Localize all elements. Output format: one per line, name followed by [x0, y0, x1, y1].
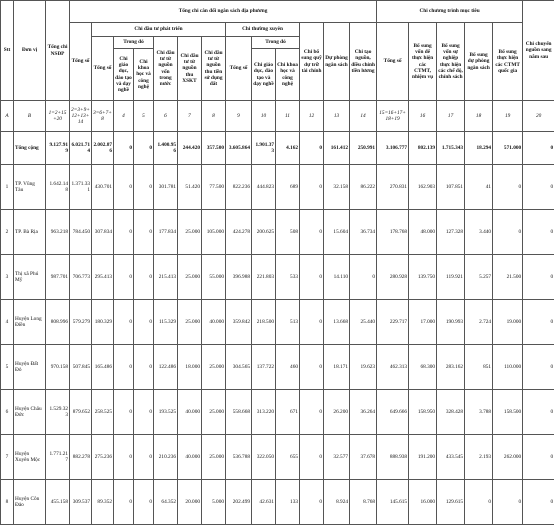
index-cell: 1=2+15+20: [46, 101, 70, 132]
index-cell: 8: [202, 101, 226, 132]
total-row: [1, 132, 554, 165]
row-value-cell: 706.773: [70, 255, 92, 300]
table-row: [1, 345, 554, 390]
row-value-cell: 802.139: [409, 132, 437, 165]
header-chi-chuong-trinh-muc-tieu: Chi chương trình mục tiêu: [377, 1, 523, 23]
row-value-cell: 9.127.919: [46, 132, 70, 165]
row-value-cell: 180.329: [92, 300, 114, 345]
header-tong-chi-can-doi: Tổng chi cân đối ngân sách địa phương: [70, 1, 377, 23]
header-chi-dt-xskt: Chi đầu tư từ nguồn thu XSKT: [178, 37, 202, 101]
row-stt-cell: [1, 132, 14, 165]
row-stt-cell: 4: [1, 300, 14, 345]
row-value-cell: 0: [300, 255, 324, 300]
row-value-cell: 0: [134, 345, 154, 390]
header-chi-chuyen-nguon: Chi chuyển nguồn sang năm sau: [523, 1, 554, 101]
row-value-cell: 3.440: [465, 210, 493, 255]
row-value-cell: 460: [276, 345, 300, 390]
row-value-cell: 309.537: [70, 480, 92, 525]
row-value-cell: 0: [114, 210, 134, 255]
row-value-cell: 17.000: [409, 300, 437, 345]
row-value-cell: 162.903: [409, 165, 437, 210]
row-value-cell: 0: [114, 345, 134, 390]
table-row: [1, 390, 554, 435]
row-value-cell: 25.000: [202, 345, 226, 390]
row-value-cell: 3.605.864: [226, 132, 252, 165]
column-index-row: [1, 101, 554, 132]
row-value-cell: 304.565: [226, 345, 252, 390]
row-value-cell: 250.991: [350, 132, 377, 165]
row-value-cell: 0: [134, 480, 154, 525]
index-cell: 15=16+17+18+19: [377, 101, 409, 132]
row-value-cell: 0: [134, 132, 154, 165]
row-value-cell: 26.200: [324, 390, 350, 435]
row-stt-cell: 7: [1, 435, 14, 480]
row-value-cell: 322.050: [252, 435, 276, 480]
row-value-cell: 107.851: [437, 165, 465, 210]
header-chi-dau-tu-phat-trien: Chi đầu tư phát triển: [92, 23, 226, 37]
row-value-cell: 18.171: [324, 345, 350, 390]
row-value-cell: 119.921: [437, 255, 465, 300]
row-value-cell: 671: [276, 390, 300, 435]
row-value-cell: 882.278: [70, 435, 92, 480]
row-value-cell: 0: [114, 390, 134, 435]
row-value-cell: 1.400.956: [154, 132, 178, 165]
row-value-cell: 0: [134, 300, 154, 345]
row-value-cell: 0: [300, 390, 324, 435]
row-value-cell: 1.771.217: [46, 435, 70, 480]
row-value-cell: 258.525: [92, 390, 114, 435]
row-value-cell: 20.000: [178, 480, 202, 525]
header-bo-sung-von-su-nghiep: Bổ sung vốn sự nghiệp thực hiện các chế độ, chính sách: [437, 23, 465, 101]
header-chi-dt-von-trong-nuoc: Chi đầu tư từ nguồn vốn trong nước: [154, 37, 178, 101]
index-cell: 12: [300, 101, 324, 132]
row-value-cell: 1.642.148: [46, 165, 70, 210]
header-bo-sung-ctmt-quoc-gia: Bổ sung thực hiện các CTMT quốc gia: [493, 23, 523, 101]
row-value-cell: 48.000: [409, 210, 437, 255]
row-value-cell: 0: [350, 255, 377, 300]
header-khcn-dtpt: Chi khoa học và công nghệ: [134, 49, 154, 101]
row-value-cell: 0: [114, 435, 134, 480]
header-bo-sung-du-phong: Bổ sung dự phòng ngân sách: [465, 23, 493, 101]
row-value-cell: 0: [114, 300, 134, 345]
row-unit-name-cell: Huyện Đất Đỏ: [14, 345, 46, 390]
row-value-cell: 139.750: [409, 255, 437, 300]
row-value-cell: 0: [134, 165, 154, 210]
row-value-cell: 32.158: [324, 165, 350, 210]
row-unit-name-cell: TP. Bà Rịa: [14, 210, 46, 255]
row-value-cell: 221.803: [252, 255, 276, 300]
header-tong-chi-nsdp: Tổng chi NSĐP: [46, 1, 70, 101]
row-value-cell: 0: [523, 210, 554, 255]
index-cell: 7: [178, 101, 202, 132]
row-value-cell: 1.371.331: [70, 165, 92, 210]
header-chi-tao-nguon: Chi tạo nguồn, điều chỉnh tiền lương: [350, 23, 377, 101]
row-unit-name-cell: Tổng cộng: [14, 132, 46, 165]
row-value-cell: 14.110: [324, 255, 350, 300]
row-value-cell: 649.666: [377, 390, 409, 435]
row-value-cell: 0: [134, 255, 154, 300]
row-value-cell: 2.724: [465, 300, 493, 345]
index-cell: 10: [252, 101, 276, 132]
row-value-cell: 0: [523, 165, 554, 210]
row-value-cell: 0: [114, 132, 134, 165]
row-value-cell: 822.236: [226, 165, 252, 210]
row-value-cell: 18.294: [465, 132, 493, 165]
row-value-cell: 127.328: [437, 210, 465, 255]
header-tong-so-dtpt: Tổng số: [92, 37, 114, 101]
row-value-cell: 328.428: [437, 390, 465, 435]
row-value-cell: 41: [465, 165, 493, 210]
row-value-cell: 0: [523, 300, 554, 345]
row-value-cell: 307.834: [92, 210, 114, 255]
row-value-cell: 105.000: [202, 210, 226, 255]
row-value-cell: 68.300: [409, 345, 437, 390]
index-cell: 16: [409, 101, 437, 132]
row-value-cell: 3.106.777: [377, 132, 409, 165]
row-value-cell: 3.788: [465, 390, 493, 435]
row-value-cell: 513: [276, 300, 300, 345]
row-value-cell: 558.668: [226, 390, 252, 435]
row-value-cell: 190.993: [437, 300, 465, 345]
table-row: [1, 165, 554, 210]
row-value-cell: 0: [300, 480, 324, 525]
header-khcn-tx: Chi khoa học và công nghệ: [276, 49, 300, 101]
row-value-cell: 36.734: [350, 210, 377, 255]
index-cell: B: [14, 101, 46, 132]
row-unit-name-cell: Huyện Xuyên Mộc: [14, 435, 46, 480]
index-cell: 14: [350, 101, 377, 132]
row-value-cell: 987.701: [46, 255, 70, 300]
row-value-cell: 0: [523, 435, 554, 480]
row-value-cell: 359.842: [226, 300, 252, 345]
row-value-cell: 244.420: [178, 132, 202, 165]
row-value-cell: 55.000: [202, 255, 226, 300]
row-value-cell: 0: [300, 210, 324, 255]
row-value-cell: 313.220: [252, 390, 276, 435]
row-value-cell: 462.313: [377, 345, 409, 390]
row-value-cell: 430.701: [92, 165, 114, 210]
row-value-cell: 0: [523, 390, 554, 435]
row-unit-name-cell: Huyện Long Điền: [14, 300, 46, 345]
index-cell: 6: [154, 101, 178, 132]
row-value-cell: 579.279: [70, 300, 92, 345]
row-value-cell: 262.000: [493, 435, 523, 480]
row-value-cell: 32.577: [324, 435, 350, 480]
row-value-cell: 508: [276, 210, 300, 255]
header-chi-thuong-xuyen: Chi thường xuyên: [226, 23, 300, 37]
row-value-cell: 280.928: [377, 255, 409, 300]
row-value-cell: 301.781: [154, 165, 178, 210]
row-value-cell: 357.500: [202, 132, 226, 165]
row-value-cell: 110.000: [493, 345, 523, 390]
row-value-cell: 202.499: [226, 480, 252, 525]
row-value-cell: 145.615: [377, 480, 409, 525]
row-value-cell: 433.545: [437, 435, 465, 480]
row-value-cell: 158.500: [493, 390, 523, 435]
row-value-cell: 963.218: [46, 210, 70, 255]
row-value-cell: 1.901.373: [252, 132, 276, 165]
row-value-cell: 0: [523, 480, 554, 525]
row-value-cell: 444.823: [252, 165, 276, 210]
row-value-cell: 5.257: [465, 255, 493, 300]
row-value-cell: 270.831: [377, 165, 409, 210]
row-value-cell: 0: [493, 480, 523, 525]
row-value-cell: 0: [134, 390, 154, 435]
row-value-cell: 193.525: [154, 390, 178, 435]
index-cell: 9: [226, 101, 252, 132]
index-cell: 18: [465, 101, 493, 132]
row-value-cell: 0: [114, 480, 134, 525]
row-value-cell: 0: [493, 165, 523, 210]
table-row: [1, 255, 554, 300]
row-value-cell: 122.486: [154, 345, 178, 390]
row-value-cell: 42.631: [252, 480, 276, 525]
row-value-cell: 129.615: [437, 480, 465, 525]
row-value-cell: 218.500: [252, 300, 276, 345]
header-don-vi: Đơn vị: [14, 1, 46, 101]
row-value-cell: 40.000: [178, 390, 202, 435]
row-value-cell: 879.652: [70, 390, 92, 435]
row-value-cell: 0: [523, 345, 554, 390]
header-chi-dt-su-dung-dat: Chi đầu tư từ nguồn thu tiền sử dụng đất: [202, 37, 226, 101]
header-tong-so-ctmt: Tổng số: [377, 23, 409, 101]
index-cell: 19: [493, 101, 523, 132]
row-value-cell: 133: [276, 480, 300, 525]
row-value-cell: 64.352: [154, 480, 178, 525]
row-unit-name-cell: TP. Vũng Tàu: [14, 165, 46, 210]
header-stt: Stt: [1, 1, 14, 101]
row-value-cell: 571.000: [493, 132, 523, 165]
row-value-cell: 25.000: [202, 435, 226, 480]
row-value-cell: 21.500: [493, 255, 523, 300]
row-value-cell: 51.420: [178, 165, 202, 210]
row-stt-cell: 1: [1, 165, 14, 210]
row-value-cell: 283.162: [437, 345, 465, 390]
row-value-cell: 115.329: [154, 300, 178, 345]
row-value-cell: 2.193: [465, 435, 493, 480]
row-value-cell: 851: [465, 345, 493, 390]
row-value-cell: 177.834: [154, 210, 178, 255]
row-value-cell: 2.002.876: [92, 132, 114, 165]
row-value-cell: 25.440: [350, 300, 377, 345]
row-value-cell: 1.529.323: [46, 390, 70, 435]
row-value-cell: 0: [300, 435, 324, 480]
row-value-cell: 18.000: [178, 345, 202, 390]
row-value-cell: 536.788: [226, 435, 252, 480]
row-value-cell: 25.000: [178, 255, 202, 300]
row-value-cell: 5.000: [202, 480, 226, 525]
row-value-cell: 4.162: [276, 132, 300, 165]
row-value-cell: 275.236: [92, 435, 114, 480]
row-value-cell: 25.000: [178, 210, 202, 255]
row-value-cell: 295.413: [92, 255, 114, 300]
row-value-cell: 396.988: [226, 255, 252, 300]
row-value-cell: 0: [493, 210, 523, 255]
row-value-cell: 89.352: [92, 480, 114, 525]
row-unit-name-cell: Huyện Châu Đức: [14, 390, 46, 435]
row-value-cell: 16.000: [409, 480, 437, 525]
row-value-cell: 178.768: [377, 210, 409, 255]
row-value-cell: 210.236: [154, 435, 178, 480]
row-value-cell: 40.000: [178, 435, 202, 480]
row-value-cell: 25.000: [178, 300, 202, 345]
index-cell: 13: [324, 101, 350, 132]
row-value-cell: 36.264: [350, 390, 377, 435]
row-value-cell: 0: [300, 165, 324, 210]
index-cell: A: [1, 101, 14, 132]
row-value-cell: 507.845: [70, 345, 92, 390]
row-value-cell: 655: [276, 435, 300, 480]
header-trong-do-dtpt: Trong đó: [114, 37, 154, 49]
row-value-cell: 25.000: [202, 390, 226, 435]
table-row: [1, 210, 554, 255]
row-stt-cell: 3: [1, 255, 14, 300]
row-value-cell: 158.950: [409, 390, 437, 435]
row-value-cell: 533: [276, 255, 300, 300]
row-value-cell: 0: [523, 255, 554, 300]
row-stt-cell: 2: [1, 210, 14, 255]
row-value-cell: 13.668: [324, 300, 350, 345]
row-value-cell: 970.158: [46, 345, 70, 390]
table-row: [1, 300, 554, 345]
index-cell: 20: [523, 101, 554, 132]
row-value-cell: 784.450: [70, 210, 92, 255]
row-value-cell: 165.486: [92, 345, 114, 390]
row-value-cell: 455.158: [46, 480, 70, 525]
row-value-cell: 0: [300, 345, 324, 390]
table-row: [1, 435, 554, 480]
row-value-cell: 689: [276, 165, 300, 210]
header-tong-so-tx: Tổng số: [226, 37, 252, 101]
row-value-cell: 0: [300, 132, 324, 165]
row-value-cell: 215.413: [154, 255, 178, 300]
header-gd-dt-dn-dtpt: Chi giáo dục, đào tạo và dạy nghề: [114, 49, 134, 101]
row-unit-name-cell: Thị xã Phú Mỹ: [14, 255, 46, 300]
row-value-cell: 1.715.343: [437, 132, 465, 165]
row-value-cell: 0: [300, 300, 324, 345]
header-bo-sung-von-ctmt: Bổ sung vốn để thực hiện các CTMT, nhiệm vụ: [409, 23, 437, 101]
row-value-cell: 0: [114, 255, 134, 300]
row-value-cell: 137.722: [252, 345, 276, 390]
row-stt-cell: 6: [1, 390, 14, 435]
row-value-cell: 191.200: [409, 435, 437, 480]
index-cell: 3=6+7+8: [92, 101, 114, 132]
row-value-cell: 8.768: [350, 480, 377, 525]
row-value-cell: 19.623: [350, 345, 377, 390]
index-cell: 5: [134, 101, 154, 132]
row-value-cell: 0: [134, 210, 154, 255]
row-value-cell: 888.938: [377, 435, 409, 480]
header-tong-so-can-doi: Tổng số: [70, 23, 92, 101]
row-value-cell: 424.278: [226, 210, 252, 255]
row-value-cell: 40.000: [202, 300, 226, 345]
header-gd-dt-dn-tx: Chi giáo dục, đào tạo và dạy nghề: [252, 49, 276, 101]
index-cell: 17: [437, 101, 465, 132]
row-value-cell: 0: [523, 132, 554, 165]
index-cell: 11: [276, 101, 300, 132]
row-stt-cell: 8: [1, 480, 14, 525]
row-value-cell: 229.717: [377, 300, 409, 345]
table-row: [1, 480, 554, 525]
header-trong-do-tx: Trong đó: [252, 37, 300, 49]
header-chi-bo-sung-quy-du-tru: Chi bổ sung quỹ dự trữ tài chính: [300, 23, 324, 101]
row-value-cell: 37.678: [350, 435, 377, 480]
row-value-cell: 0: [465, 480, 493, 525]
row-value-cell: 161.412: [324, 132, 350, 165]
header-du-phong-ngan-sach: Dự phòng ngân sách: [324, 23, 350, 101]
row-value-cell: 15.604: [324, 210, 350, 255]
row-value-cell: 200.625: [252, 210, 276, 255]
row-value-cell: 77.500: [202, 165, 226, 210]
row-value-cell: 0: [134, 435, 154, 480]
row-value-cell: 6.021.714: [70, 132, 92, 165]
row-unit-name-cell: Huyện Côn Đảo: [14, 480, 46, 525]
row-value-cell: 808.996: [46, 300, 70, 345]
row-value-cell: 0: [114, 165, 134, 210]
index-cell: 2=3+9+12+13+14: [70, 101, 92, 132]
row-value-cell: 8.924: [324, 480, 350, 525]
row-value-cell: 86.222: [350, 165, 377, 210]
row-stt-cell: 5: [1, 345, 14, 390]
row-value-cell: 19.000: [493, 300, 523, 345]
index-cell: 4: [114, 101, 134, 132]
